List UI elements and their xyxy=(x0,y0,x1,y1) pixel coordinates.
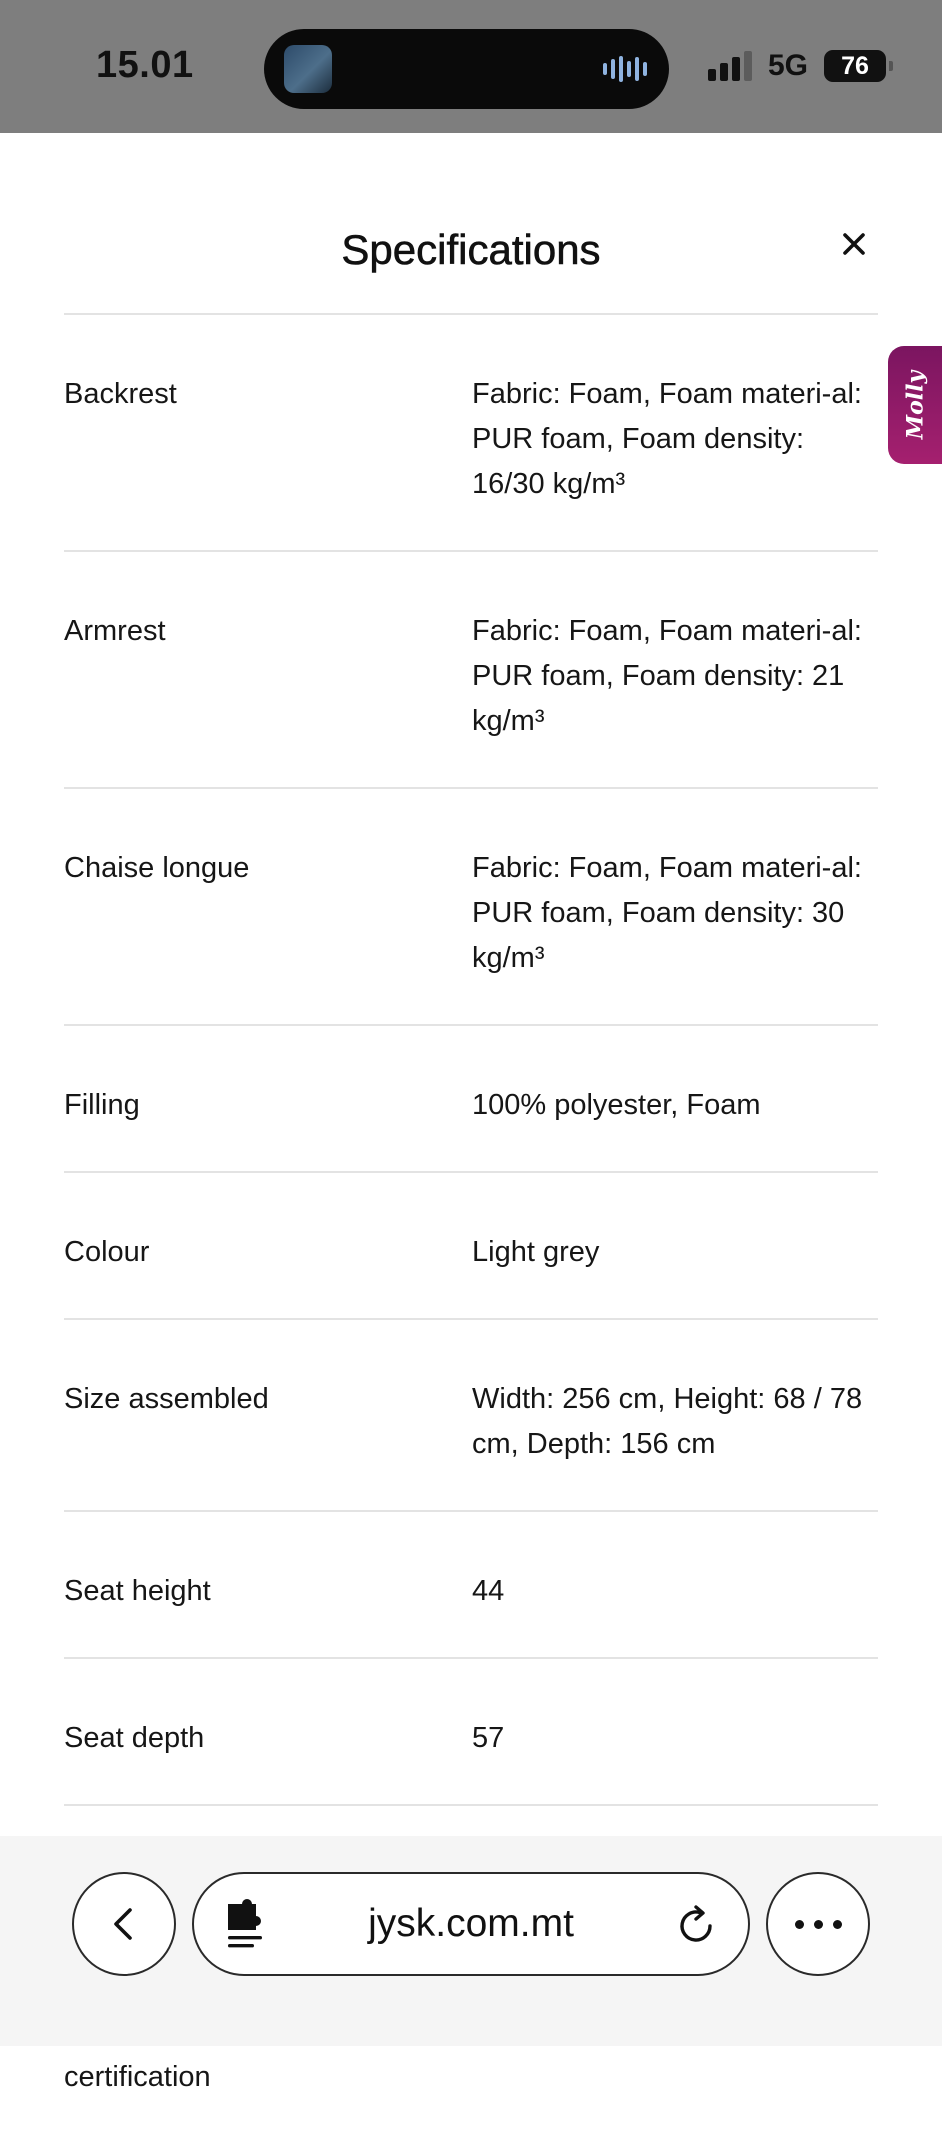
spec-row-colour xyxy=(64,1173,878,1320)
spec-row-size-assembled xyxy=(64,1320,878,1512)
dynamic-island[interactable] xyxy=(264,29,669,109)
spec-label: Colour xyxy=(64,1236,150,1268)
spec-row-chaise-longue xyxy=(64,789,878,1026)
spec-label: Seat height xyxy=(64,1575,211,1607)
spec-row-armrest xyxy=(64,552,878,789)
reload-icon[interactable] xyxy=(672,1902,720,1950)
spec-value: Fabric: Foam, Foam materi-al: PUR foam, Foam density: 30 kg/m³ xyxy=(472,852,862,974)
chevron-left-icon xyxy=(104,1904,144,1944)
close-icon xyxy=(842,232,866,256)
spec-label: Armrest xyxy=(64,615,166,647)
spec-label: Chaise longue xyxy=(64,852,250,884)
molly-tab-label: Molly xyxy=(902,370,928,440)
molly-chat-tab[interactable] xyxy=(888,346,942,464)
spec-label: Size assembled xyxy=(64,1383,269,1415)
status-time: 15.01 xyxy=(96,44,194,86)
audio-waveform-icon xyxy=(603,55,647,83)
spec-value: 100% polyester, Foam xyxy=(472,1089,761,1121)
spec-label: Backrest xyxy=(64,378,177,410)
spec-label: Seat depth xyxy=(64,1722,205,1754)
spec-value: Fabric: Foam, Foam materi-al: PUR foam, Foam density: 21 kg/m³ xyxy=(472,615,862,737)
spec-value: Fabric: Foam, Foam materi-al: PUR foam, Foam density: 16/30 kg/m³ xyxy=(472,378,862,500)
network-type: 5G xyxy=(767,49,808,82)
spec-row-filling xyxy=(64,1026,878,1173)
status-indicators xyxy=(708,46,886,86)
battery-icon xyxy=(824,50,886,82)
spec-value: 57 xyxy=(472,1722,505,1754)
back-button[interactable] xyxy=(72,1872,176,1976)
spec-value: 44 xyxy=(472,1575,505,1607)
browser-toolbar xyxy=(0,1836,942,2046)
spec-row-seat-depth xyxy=(64,1659,878,1806)
modal-title: Specifications xyxy=(341,226,601,273)
battery-level: 76 xyxy=(841,51,869,80)
spec-row-backrest xyxy=(64,315,878,552)
close-button[interactable] xyxy=(834,224,874,264)
cellular-signal-icon xyxy=(708,51,752,81)
spec-label: Filling xyxy=(64,1089,140,1121)
spec-value: Light grey xyxy=(472,1236,600,1268)
address-bar[interactable] xyxy=(192,1872,750,1976)
spec-label: certification xyxy=(64,2061,211,2093)
spec-value: Width: 256 cm, Height: 68 / 78 cm, Depth: 156 cm xyxy=(472,1383,863,1460)
spec-row-seat-height xyxy=(64,1512,878,1659)
url-text: jysk.com.mt xyxy=(368,1902,574,1945)
more-icon xyxy=(795,1920,842,1929)
now-playing-thumbnail xyxy=(284,45,332,93)
status-bar xyxy=(0,0,942,133)
more-options-button[interactable] xyxy=(766,1872,870,1976)
